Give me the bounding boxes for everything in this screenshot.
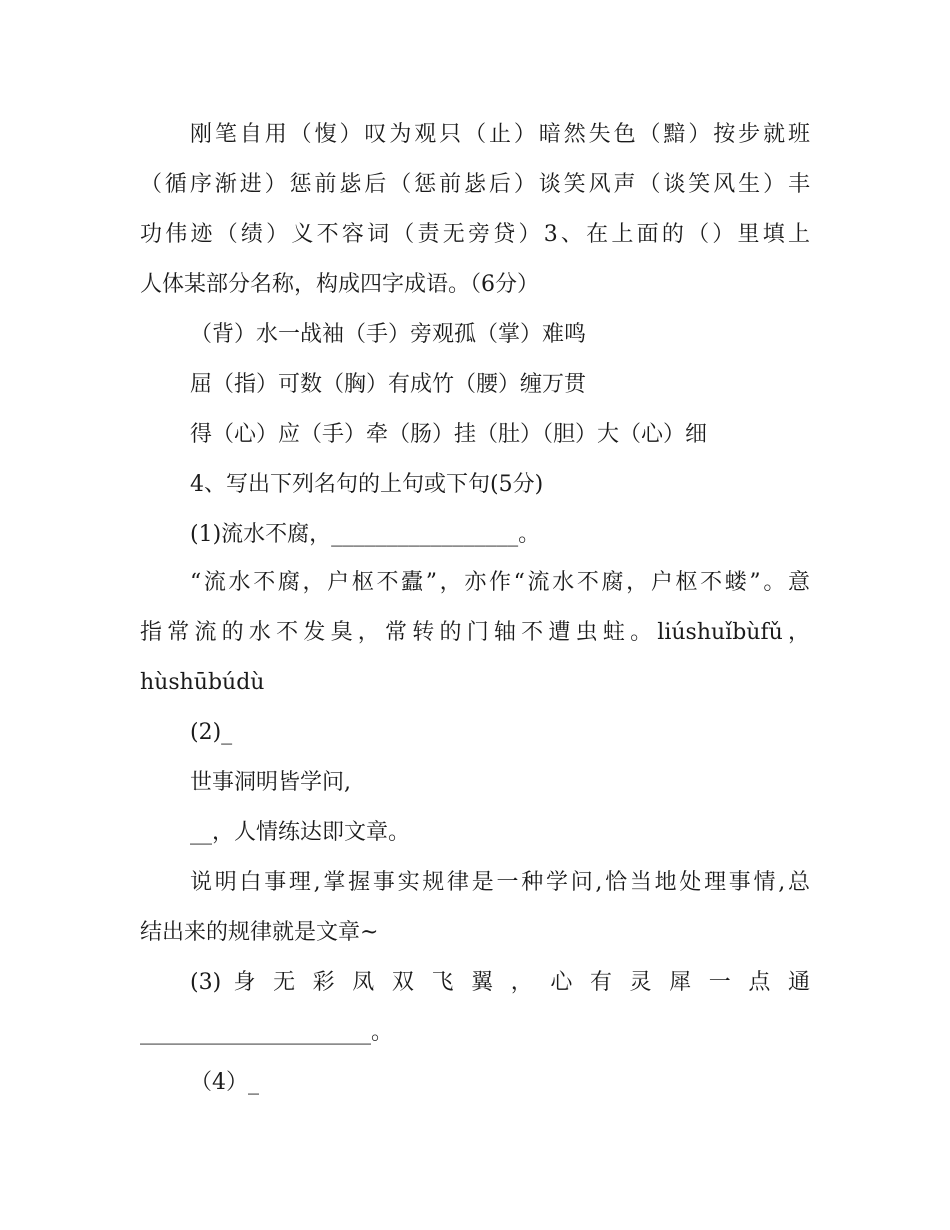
text-line: （背）水一战袖（手）旁观孤（掌）难鸣 (190, 322, 587, 347)
text-line: 刚笔自用（愎）叹为观只（止）暗然失色（黯）按步就班 (190, 122, 810, 147)
text-line: (2)_ (190, 720, 233, 745)
text-line: 人体某部分名称，构成四字成语。（6分） (140, 272, 539, 297)
text-line: hùshūbúdù (140, 670, 265, 695)
text-line: 屈（指）可数（胸）有成竹（腰）缠万贯 (190, 372, 587, 397)
text-line: 得（心）应（手）牵（肠）挂（肚）（胆）大（心）细 (190, 422, 708, 447)
text-line: 说明白事理,掌握事实规律是一种学问,恰当地处理事情,总 (190, 870, 810, 895)
text-line: 世事洞明皆学问, (190, 770, 351, 795)
text-line: 结出来的规律就是文章~ (140, 920, 379, 945)
text-line: (3) 身 无 彩 凤 双 飞 翼 ， 心 有 灵 犀 一 点 通 (190, 970, 810, 995)
text-line: _____________________。 (140, 1020, 394, 1045)
text-line: “流水不腐，户枢不蠹”，亦作“流水不腐，户枢不蝼”。意 (190, 570, 810, 595)
text-line: （4）_ (190, 1070, 259, 1095)
text-line: （循序渐进）惩前毖后（惩前毖后）谈笑风声（谈笑风生）丰 (140, 172, 810, 197)
text-line: 功伟迹（绩）义不容词（责无旁贷）3、在上面的（）里填上 (140, 222, 810, 247)
text-line: 指常流的水不发臭，常转的门轴不遭虫蛀。liúshuǐbùfǔ， (140, 620, 810, 645)
text-line: (1)流水不腐，_________________。 (190, 522, 541, 547)
text-line: __，人情练达即文章。 (190, 820, 411, 845)
text-line: 4、写出下列名句的上句或下句(5分) (190, 472, 544, 497)
